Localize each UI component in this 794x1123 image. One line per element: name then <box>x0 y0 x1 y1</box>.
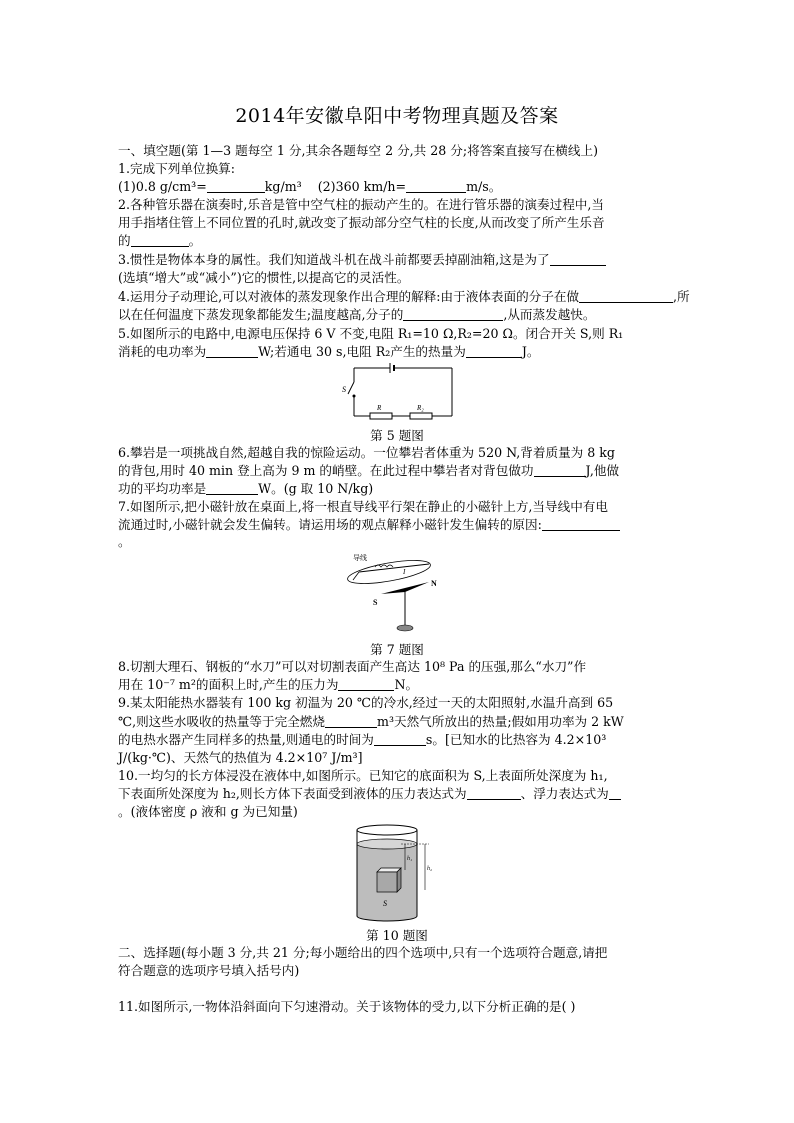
q9-blank1 <box>325 715 377 728</box>
q10-l2: 下表面所处深度为 h₂,则长方体下表面受到液体的压力表达式为 <box>118 786 467 801</box>
q1-a-blank <box>207 180 265 193</box>
q6-l2: 的背包,用时 40 min 登上高为 9 m 的峭壁。在此过程中攀岩者对背包做功 <box>118 463 534 478</box>
r2-label: R₂ <box>417 404 424 412</box>
q9-blank2 <box>374 733 426 746</box>
q2-l3-end: 。 <box>188 233 202 248</box>
q5-l2: 消耗的电功率为 <box>118 344 207 359</box>
q9-l2-end: m³天然气所放出的热量;假如用功率为 2 kW <box>377 714 624 729</box>
wire-coil <box>375 565 393 567</box>
q9-line4: J/(kg·℃)、天然气的热值为 4.2×10⁷ J/m³] <box>118 750 363 765</box>
q10-line2 <box>118 785 683 803</box>
q9-l2: ℃,则这些水吸收的热量等于完全燃烧 <box>118 714 325 729</box>
q2-l3: 的 <box>118 233 131 248</box>
q11-stem: 11.如图所示,一物体沿斜面向下匀速滑动。关于该物体的受力,以下分析正确的是( ) <box>118 999 576 1014</box>
q1-stem: 1.完成下列单位换算: <box>118 161 236 176</box>
q8-line1: 8.切割大理石、钢板的“水刀”可以对切割表面产生高达 10⁸ Pa 的压强,那么“水刀”作 <box>118 659 587 674</box>
q3-blank <box>550 253 606 266</box>
q4-l2-end: ,从而蒸发越快。 <box>503 307 596 322</box>
q1-a: (1)0.8 g/cm³= <box>118 179 207 194</box>
q1-b-blank <box>406 180 466 193</box>
q7-blank <box>542 518 620 531</box>
q6-line1: 6.攀岩是一项挑战自然,超越自我的惊险运动。一位攀岩者体重为 520 N,背着质量为 8 kg <box>118 445 615 460</box>
block-front <box>377 872 397 892</box>
q8-blank <box>338 678 394 691</box>
q4-l2: 以在任何温度下蒸发现象都能发生;温度越高,分子的 <box>118 307 404 322</box>
q7-line3: 。 <box>118 534 131 549</box>
fig7-caption: 第 7 题图 <box>370 642 424 657</box>
fig5-caption: 第 5 题图 <box>370 428 424 443</box>
q4-line2 <box>118 306 683 324</box>
q5-line1: 5.如图所示的电路中,电源电压保持 6 V 不变,电阻 R₁=10 Ω,R₂=20 Ω。闭合开关 S,则 R₁ <box>118 326 624 341</box>
south-label: S <box>373 598 378 607</box>
section1-heading: 一、填空题(第 1—3 题每空 1 分,其余各题每空 2 分,共 28 分;将答案直接写在横线上) <box>118 143 598 158</box>
q3-l1: 3.惯性是物体本身的属性。我们知道战斗机在战斗前都要丢掉副油箱,这是为了 <box>118 252 550 267</box>
q3-line2: (选填“增大”或“减小”)它的惯性,以提高它的灵活性。 <box>118 270 410 285</box>
q6-blank1 <box>534 464 586 477</box>
north-label: N <box>431 579 437 588</box>
q9-line3 <box>118 731 683 749</box>
q8-l2: 用在 10⁻⁷ m²的面积上时,产生的压力为 <box>118 677 339 692</box>
q2-line2: 用手指堵住管上不同位置的孔时,就改变了振动部分空气柱的长度,从而改变了所产生乐音 <box>118 215 605 230</box>
h2-label: h₂ <box>427 866 433 872</box>
q4-blank2 <box>403 308 503 321</box>
q7-line2 <box>118 516 683 534</box>
q2-line3 <box>118 232 683 250</box>
compass-base <box>397 625 413 631</box>
wire-label: 导线 <box>353 554 367 562</box>
q4-blank1 <box>579 290 673 303</box>
q6-l2-end: J,他做 <box>585 463 620 478</box>
compass-figure <box>345 550 455 638</box>
q1-a-unit: kg/m³ <box>264 179 302 194</box>
q5-blank2 <box>466 345 522 358</box>
switch-blade <box>348 382 354 394</box>
q1-line <box>118 178 683 196</box>
page-title: 2014年安徽阜阳中考物理真题及答案 <box>235 105 559 127</box>
q6-l3: 功的平均功率是 <box>118 481 207 496</box>
q10-blank1 <box>467 787 521 800</box>
q9-l3-end: s。[已知水的比热容为 4.2×10³ <box>425 732 607 747</box>
circuit-figure <box>338 362 458 424</box>
q10-l2-mid: 、浮力表达式为 <box>520 786 609 801</box>
cylinder-top-rim <box>357 825 417 835</box>
q6-l3-end: W。(g 取 10 N/kg) <box>258 481 374 496</box>
r1-label: R <box>377 404 382 412</box>
q2-blank <box>131 234 189 247</box>
q4-line1 <box>118 288 690 306</box>
q4-l1: 4.运用分子动理论,可以对液体的蒸发现象作出合理的解释:由于液体表面的分子在做 <box>118 289 580 304</box>
q9-line2 <box>118 713 683 731</box>
q10-blank2 <box>609 787 621 800</box>
section2-heading-2: 符合题意的选项序号填入括号内) <box>118 963 300 978</box>
wire <box>359 564 429 572</box>
q10-line3: 。(液体密度 ρ 液和 g 为已知量) <box>118 804 298 819</box>
q5-l2-mid: W;若通电 30 s,电阻 R₂产生的热量为 <box>258 344 466 359</box>
q3-line1 <box>118 251 683 269</box>
fig10-caption: 第 10 题图 <box>366 928 428 943</box>
area-label: S <box>383 899 387 908</box>
cylinder-figure <box>345 822 445 924</box>
q8-line2 <box>118 676 683 694</box>
h1-label: h₁ <box>407 856 413 862</box>
current-label: I <box>403 568 406 576</box>
switch-label: S <box>342 385 346 394</box>
resistor-r1 <box>370 413 392 419</box>
q1-b: (2)360 km/h= <box>317 179 407 194</box>
q7-l2: 流通过时,小磁针就会发生偏转。请运用场的观点解释小磁针发生偏转的原因: <box>118 517 542 532</box>
section2-heading-1: 二、选择题(每小题 3 分,共 21 分;每小题给出的四个选项中,只有一个选项符合题意,请把 <box>118 945 608 960</box>
q7-line1: 7.如图所示,把小磁针放在桌面上,将一根直导线平行架在静止的小磁针上方,当导线中有电 <box>118 499 608 514</box>
q10-line1: 10.一均匀的长方体浸没在液体中,如图所示。已知它的底面积为 S,上表面所处深度为 h₁, <box>118 768 608 783</box>
block-side <box>397 868 401 892</box>
q6-blank2 <box>206 482 258 495</box>
q2-line1: 2.各种管乐器在演奏时,乐音是管中空气柱的振动产生的。在进行管乐器的演奏过程中,当 <box>118 197 604 212</box>
q6-line2 <box>118 462 683 480</box>
q5-line2 <box>118 343 683 361</box>
q8-l2-end: N。 <box>394 677 419 692</box>
q4-l1-end: ,所 <box>673 289 690 304</box>
q9-line1: 9.某太阳能热水器装有 100 kg 初温为 20 ℃的冷水,经过一天的太阳照射,水温升高到 65 <box>118 695 614 710</box>
q9-l3: 的电热水器产生同样多的热量,则通电的时间为 <box>118 732 374 747</box>
q6-line3 <box>118 480 683 498</box>
q1-b-unit: m/s。 <box>466 179 502 194</box>
resistor-r2 <box>410 413 432 419</box>
q5-blank1 <box>206 345 258 358</box>
q5-l2-end: J。 <box>521 344 540 359</box>
